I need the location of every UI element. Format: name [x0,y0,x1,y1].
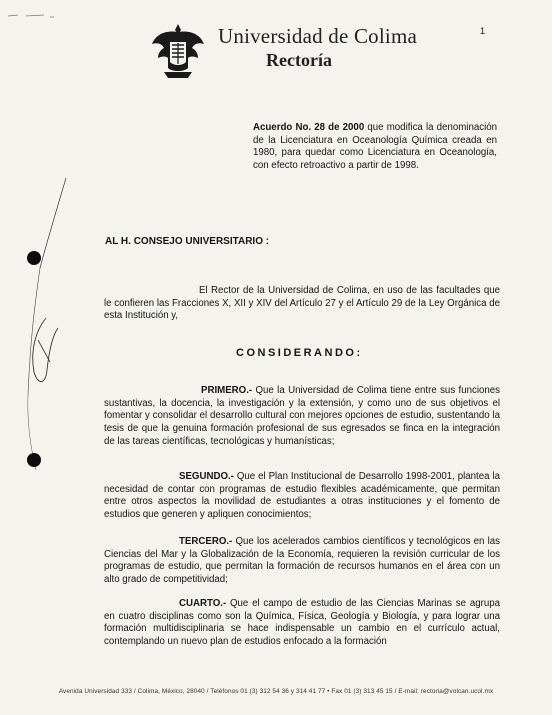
considerando-label: TERCERO.- [179,536,233,547]
considerando-segundo [104,471,500,522]
punch-hole-top [27,251,41,265]
considerando-primero [104,385,500,449]
footer-address: Avenida Universidad 333 / Colima, México, 28040 / Teléfonos 01 (3) 312 54 36 y 314 41 77 • Fax 01 (3) 313 45 15 / E-mail: rectoria@volcan.ucol.mx [58,688,494,695]
considerando-text: Que el Plan Institucional de Desarrollo 1998-2001, plantea la necesidad de contar con programas de estudio flexibles académicamente, que permitan entre otros aspectos la movilidad de estudiantes a otras instituciones y el fomento de estudios que generen y apliquen conocimientos; [104,471,500,521]
considerando-label: SEGUNDO.- [179,471,234,482]
handwritten-margin-marks [0,0,110,715]
university-name: Universidad de Colima [218,24,417,48]
agreement-summary [253,122,497,172]
considerando-label: PRIMERO.- [201,385,253,396]
considerando-label: CUARTO.- [179,598,227,609]
agreement-number: Acuerdo No. 28 de 2000 [253,122,365,133]
punch-hole-bottom [27,453,41,467]
considerando-text: Que los acelerados cambios científicos y tecnológicos en las Ciencias del Mar y la Globalización de la Economía, requieren la revisión curricular de los programas de estudio, que permitan la formación de recursos humanos en el área con un alto grado de competitividad; [104,536,500,586]
office-title: Rectoría [266,50,332,70]
addressee: AL H. CONSEJO UNIVERSITARIO : [105,236,270,247]
considerando-text: Que la Universidad de Colima tiene entre sus funciones sustantivas, la docencia, la investigación y la extensión, y como uno de sus objetivos el fomentar y consolidar el desarrollo cultural con mejores opciones de estudio, sustentando la tesis de que la genuina formación profesional de sus egresados se finca en la integración de las tareas científicas, tecnológicas y humanísticas; [104,385,500,447]
considerando-cuarto [104,598,500,649]
agreement-description: que modifica la denominación de la Licenciatura en Oceanología Química creada en 1980, para quedar como Licenciatura en Oceanología, con efecto retroactivo a partir de 1998. [253,122,497,171]
considerando-tercero [104,536,500,587]
considerando-text: Que el campo de estudio de las Ciencias Marinas se agrupa en cuatro disciplinas como son la Química, Física, Geología y Biología, y para lograr una formación multidisciplinaria se hace indispensable un cambio en el currículo actual, contemplando un nuevo plan de estudios enfocado a la formación [104,598,500,648]
page-number: 1 [480,26,486,36]
considerando-heading: CONSIDERANDO: [236,347,363,359]
intro-paragraph: El Rector de la Universidad de Colima, en uso de las facultades que le confieren las Fracciones X, XII y XIV del Artículo 27 y el Artículo 29 de la Ley Orgánica de esta Institución y, [104,285,500,322]
university-eagle-crest-icon [150,20,206,80]
